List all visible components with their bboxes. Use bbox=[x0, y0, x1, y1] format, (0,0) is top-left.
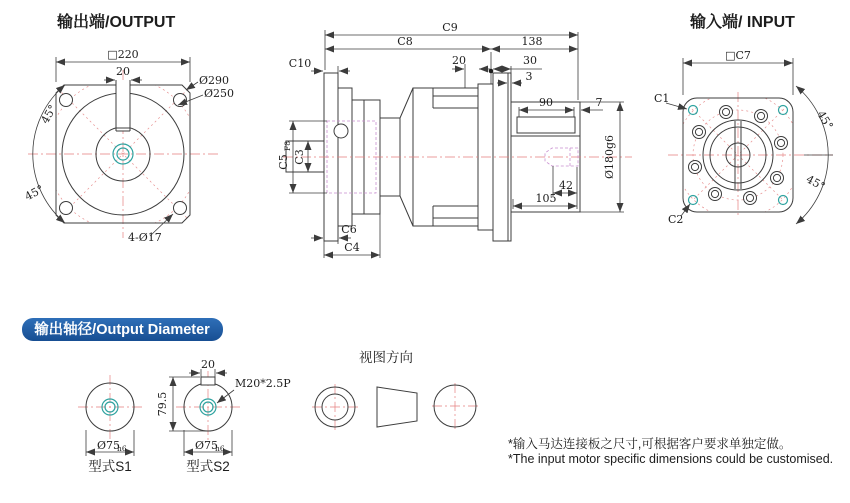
dim-20-label: 20 bbox=[452, 54, 466, 67]
angle-label: 45° bbox=[814, 108, 836, 132]
dim-square-label: □220 bbox=[107, 48, 139, 61]
keyway-mask bbox=[116, 80, 130, 131]
type-s1-label: 型式S1 bbox=[88, 459, 132, 474]
dim-bcd-label: Ø250 bbox=[204, 87, 235, 100]
dim-30-label: 30 bbox=[523, 54, 537, 67]
cone-side-view bbox=[377, 387, 417, 427]
dim-dia-s1-tol: h6 bbox=[117, 444, 127, 453]
type-s2-label: 型式S2 bbox=[186, 459, 230, 474]
dim-keywidth-label: 20 bbox=[116, 65, 130, 78]
dim-138-label: 138 bbox=[521, 35, 543, 48]
angle-label: 45° bbox=[803, 172, 828, 194]
footnotes bbox=[508, 436, 833, 466]
corner-hole-c2 bbox=[689, 196, 698, 205]
dim-c5-tolerance: F8 bbox=[283, 141, 292, 151]
section-view bbox=[277, 21, 632, 258]
bolt-hole bbox=[60, 202, 73, 215]
angle-label: 45° bbox=[38, 102, 60, 126]
input-view-title: 输入端/ INPUT bbox=[690, 14, 795, 31]
dim-90-label: 90 bbox=[539, 96, 553, 109]
output-view-title: 输出端/OUTPUT bbox=[57, 14, 176, 31]
shaft-type-s2 bbox=[156, 358, 291, 474]
bolt-hole bbox=[174, 202, 187, 215]
dim-3-label: 3 bbox=[525, 70, 533, 83]
dim-c8-label: C8 bbox=[397, 35, 413, 48]
flange-bolt-hole bbox=[334, 124, 348, 138]
dim-c10-label: C10 bbox=[288, 57, 312, 70]
note-zh: *输入马达连接板之尺寸,可根据客户要求单独定做。 bbox=[508, 437, 792, 451]
leader-line bbox=[186, 82, 198, 90]
section-banner-label: 输出轴径/Output Diameter bbox=[34, 322, 210, 338]
dim-height-s2: 79.5 bbox=[156, 391, 169, 417]
dim-180-label: Ø180g6 bbox=[603, 134, 616, 180]
dim-holes-label: 4-Ø17 bbox=[128, 231, 162, 244]
dim-7-label: 7 bbox=[595, 96, 603, 109]
view-direction-shapes bbox=[312, 383, 478, 430]
dim-thread-s2: M20*2.5P bbox=[235, 377, 291, 390]
dim-c3-label: C3 bbox=[293, 149, 306, 165]
corner-hole bbox=[779, 196, 788, 205]
dim-c6-label: C6 bbox=[341, 223, 357, 236]
note-en: *The input motor specific dimensions could be customised. bbox=[508, 452, 834, 466]
angle-label: 45° bbox=[22, 182, 47, 204]
shaft-type-s1 bbox=[78, 375, 142, 474]
dim-od-label: Ø290 bbox=[199, 74, 230, 87]
input-view bbox=[654, 12, 836, 226]
dim-c2-label: C2 bbox=[668, 213, 684, 226]
dim-dia-s2: Ø75 bbox=[195, 439, 219, 452]
dim-c7-label: □C7 bbox=[725, 49, 751, 62]
dim-c9-label: C9 bbox=[442, 21, 458, 34]
dim-keywidth-s2: 20 bbox=[201, 358, 215, 371]
dim-105-label: 105 bbox=[535, 192, 557, 205]
dim-c5-label: C5 bbox=[277, 154, 290, 170]
output-diameter-section bbox=[22, 318, 478, 474]
dim-dia-s1: Ø75 bbox=[97, 439, 121, 452]
keyway-notch bbox=[201, 377, 215, 385]
bolt-hole bbox=[60, 94, 73, 107]
output-view bbox=[23, 12, 234, 244]
dim-c1-label: C1 bbox=[654, 92, 670, 105]
dim-42-label: 42 bbox=[559, 179, 573, 192]
dim-c4-label: C4 bbox=[344, 241, 360, 254]
view-direction-label: 视图方向 bbox=[359, 350, 413, 365]
dim-dia-s2-tol: h6 bbox=[215, 444, 225, 453]
